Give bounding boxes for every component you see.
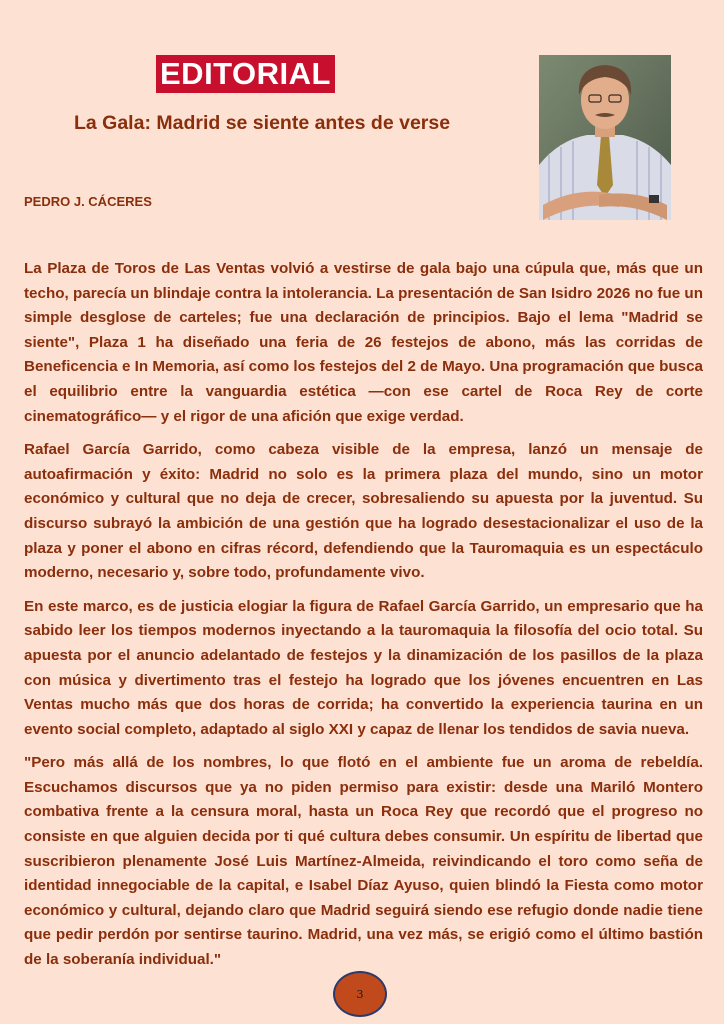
article-body xyxy=(24,257,703,982)
paragraph: En este marco, es de justicia elogiar la figura de Rafael García Garrido, un empresario que ha sabido leer los tiempos modernos inyectando a la tauromaquia la filosofía del ocio total. Su apuesta por el anuncio adelantado de festejos y la dinamización de los pasillos de la plaza con música y divertimento tras el festejo ha logrado que los jóvenes encuentren en Las Ventas mucho más que dos horas de corrida; ha convertido la experiencia taurina en un evento social completo, adaptado al siglo XXI y capaz de llenar los tendidos de savia nueva. xyxy=(24,597,703,738)
author-byline: PEDRO J. CÁCERES xyxy=(24,194,152,209)
article-title: La Gala: Madrid se siente antes de verse xyxy=(74,112,451,134)
paragraph: La Plaza de Toros de Las Ventas volvió a vestirse de gala bajo una cúpula que, más que un techo, parecía un blindaje contra la intolerancia. La presentación de San Isidro 2026 no fue un simple desglose de carteles; fue una declaración de principios. Bajo el lema "Madrid se siente", Plaza 1 ha diseñado una feria de 26 festejos de abono, más las corridas de Beneficencia e In Memoria, así como los festejos del 2 de Mayo. Una programación que busca el equilibrio entre la vanguardia estética —con ese cartel de Roca Rey de corte cinematográfico— y el rigor de una afición que exige verdad. xyxy=(24,260,703,425)
section-badge: EDITORIAL xyxy=(156,55,335,93)
author-photo xyxy=(539,55,671,220)
paragraph: Rafael García Garrido, como cabeza visible de la empresa, lanzó un mensaje de autoafirmación y éxito: Madrid no solo es la primera plaza del mundo, sino un motor económico y cultural que no deja de crecer, sobresaliendo su apuesta por la juventud. Su discurso subrayó la ambición de una gestión que ha logrado desestacionalizar el uso de la plaza y poner el abono en cifras récord, defendiendo que la Tauromaquia es un espectáculo moderno, necesario y, sobre todo, profundamente vivo. xyxy=(24,441,703,582)
page-number: 3 xyxy=(333,971,387,1017)
paragraph: "Pero más allá de los nombres, lo que flotó en el ambiente fue un aroma de rebeldía. Escuchamos discursos que ya no piden permiso para existir: desde una Mariló Montero combativa frente a la censura moral, hasta un Roca Rey que recordó que el progreso no consiste en que alguien decida por ti qué cultura debes consumir. Un espíritu de libertad que suscribieron plenamente José Luis Martínez-Almeida, reivindicando el toro como seña de identidad innegociable de la capital, e Isabel Díaz Ayuso, quien blindó la Fiesta como motor económico y cultural, dejando claro que Madrid seguirá siendo ese refugio donde nadie tiene que pedir perdón por sentirse taurino. Madrid, una vez más, se erigió como el último bastión de la soberanía individual." xyxy=(24,754,703,969)
